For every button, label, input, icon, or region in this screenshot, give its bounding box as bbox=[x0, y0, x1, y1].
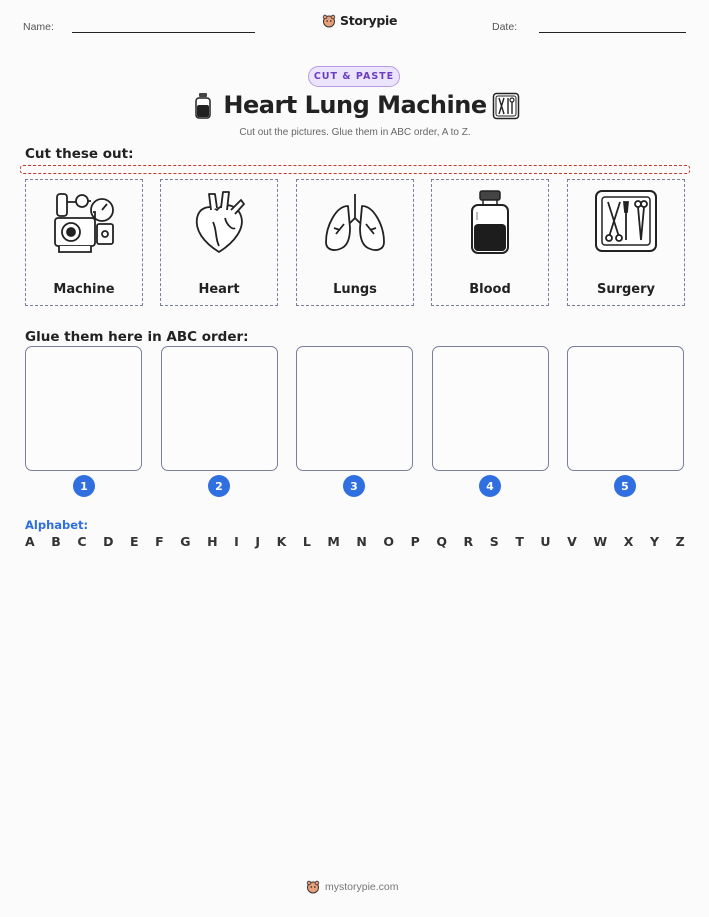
letter: G bbox=[180, 534, 191, 549]
cut-card-surgery[interactable] bbox=[567, 179, 685, 306]
storypie-mascot-icon bbox=[306, 880, 320, 894]
letter: O bbox=[383, 534, 395, 549]
letter: S bbox=[489, 534, 499, 549]
letter: Y bbox=[649, 534, 659, 549]
card-label: Machine bbox=[53, 282, 115, 297]
cut-card-machine[interactable] bbox=[25, 179, 143, 306]
letter: U bbox=[540, 534, 551, 549]
date-field-line[interactable] bbox=[539, 32, 686, 33]
heart-icon bbox=[189, 188, 249, 258]
glue-box-3[interactable] bbox=[296, 346, 413, 471]
letter: W bbox=[593, 534, 608, 549]
name-label: Name: bbox=[23, 21, 54, 33]
slot-number-3: 3 bbox=[343, 475, 365, 497]
letter: P bbox=[410, 534, 420, 549]
glue-box-1[interactable] bbox=[25, 346, 142, 471]
page-title: Heart Lung Machine bbox=[223, 91, 487, 119]
surgery-tools-icon bbox=[492, 92, 520, 120]
letter: R bbox=[463, 534, 474, 549]
letter: F bbox=[155, 534, 164, 549]
card-label: Surgery bbox=[596, 282, 656, 297]
cut-line bbox=[20, 165, 690, 174]
cut-section-heading: Cut these out: bbox=[25, 146, 134, 162]
letter: V bbox=[567, 534, 577, 549]
blood-bottle-icon bbox=[465, 188, 515, 258]
letter: K bbox=[276, 534, 287, 549]
alphabet-row bbox=[25, 534, 685, 549]
glue-box-2[interactable] bbox=[161, 346, 278, 471]
glue-section-heading: Glue them here in ABC order: bbox=[25, 329, 249, 345]
lungs-icon bbox=[320, 188, 390, 258]
letter: D bbox=[103, 534, 114, 549]
instructions: Cut out the pictures. Glue them in ABC order, A to Z. bbox=[239, 127, 471, 138]
activity-badge: CUT & PASTE bbox=[308, 66, 400, 87]
slot-number-4: 4 bbox=[479, 475, 501, 497]
footer-url[interactable]: mystorypie.com bbox=[325, 881, 399, 893]
letter: M bbox=[327, 534, 340, 549]
machine-icon bbox=[49, 188, 119, 258]
card-label: Heart bbox=[198, 282, 240, 297]
letter: B bbox=[51, 534, 61, 549]
card-label: Blood bbox=[469, 282, 511, 297]
letter: N bbox=[356, 534, 367, 549]
cut-card-lungs[interactable] bbox=[296, 179, 414, 306]
slot-number-5: 5 bbox=[614, 475, 636, 497]
slot-number-2: 2 bbox=[208, 475, 230, 497]
cut-card-blood[interactable] bbox=[431, 179, 549, 306]
letter: A bbox=[25, 534, 35, 549]
storypie-mascot-icon bbox=[322, 14, 336, 28]
brand-logo bbox=[322, 13, 397, 28]
card-label: Lungs bbox=[333, 282, 377, 297]
letter: C bbox=[77, 534, 87, 549]
brand-name: Storypie bbox=[340, 13, 398, 28]
letter: X bbox=[623, 534, 634, 549]
cut-card-heart[interactable] bbox=[160, 179, 278, 306]
glue-box-5[interactable] bbox=[567, 346, 684, 471]
date-label: Date: bbox=[492, 21, 518, 33]
letter: T bbox=[515, 534, 524, 549]
letter: Z bbox=[675, 534, 685, 549]
letter: E bbox=[130, 534, 139, 549]
alphabet-label: Alphabet: bbox=[25, 518, 89, 532]
footer bbox=[306, 880, 399, 894]
letter: I bbox=[234, 534, 239, 549]
glue-box-4[interactable] bbox=[432, 346, 549, 471]
letter: Q bbox=[436, 534, 447, 549]
name-field-line[interactable] bbox=[72, 32, 255, 33]
letter: L bbox=[302, 534, 311, 549]
letter: J bbox=[255, 534, 260, 549]
slot-number-1: 1 bbox=[73, 475, 95, 497]
letter: H bbox=[207, 534, 218, 549]
surgery-tools-icon bbox=[593, 188, 659, 254]
